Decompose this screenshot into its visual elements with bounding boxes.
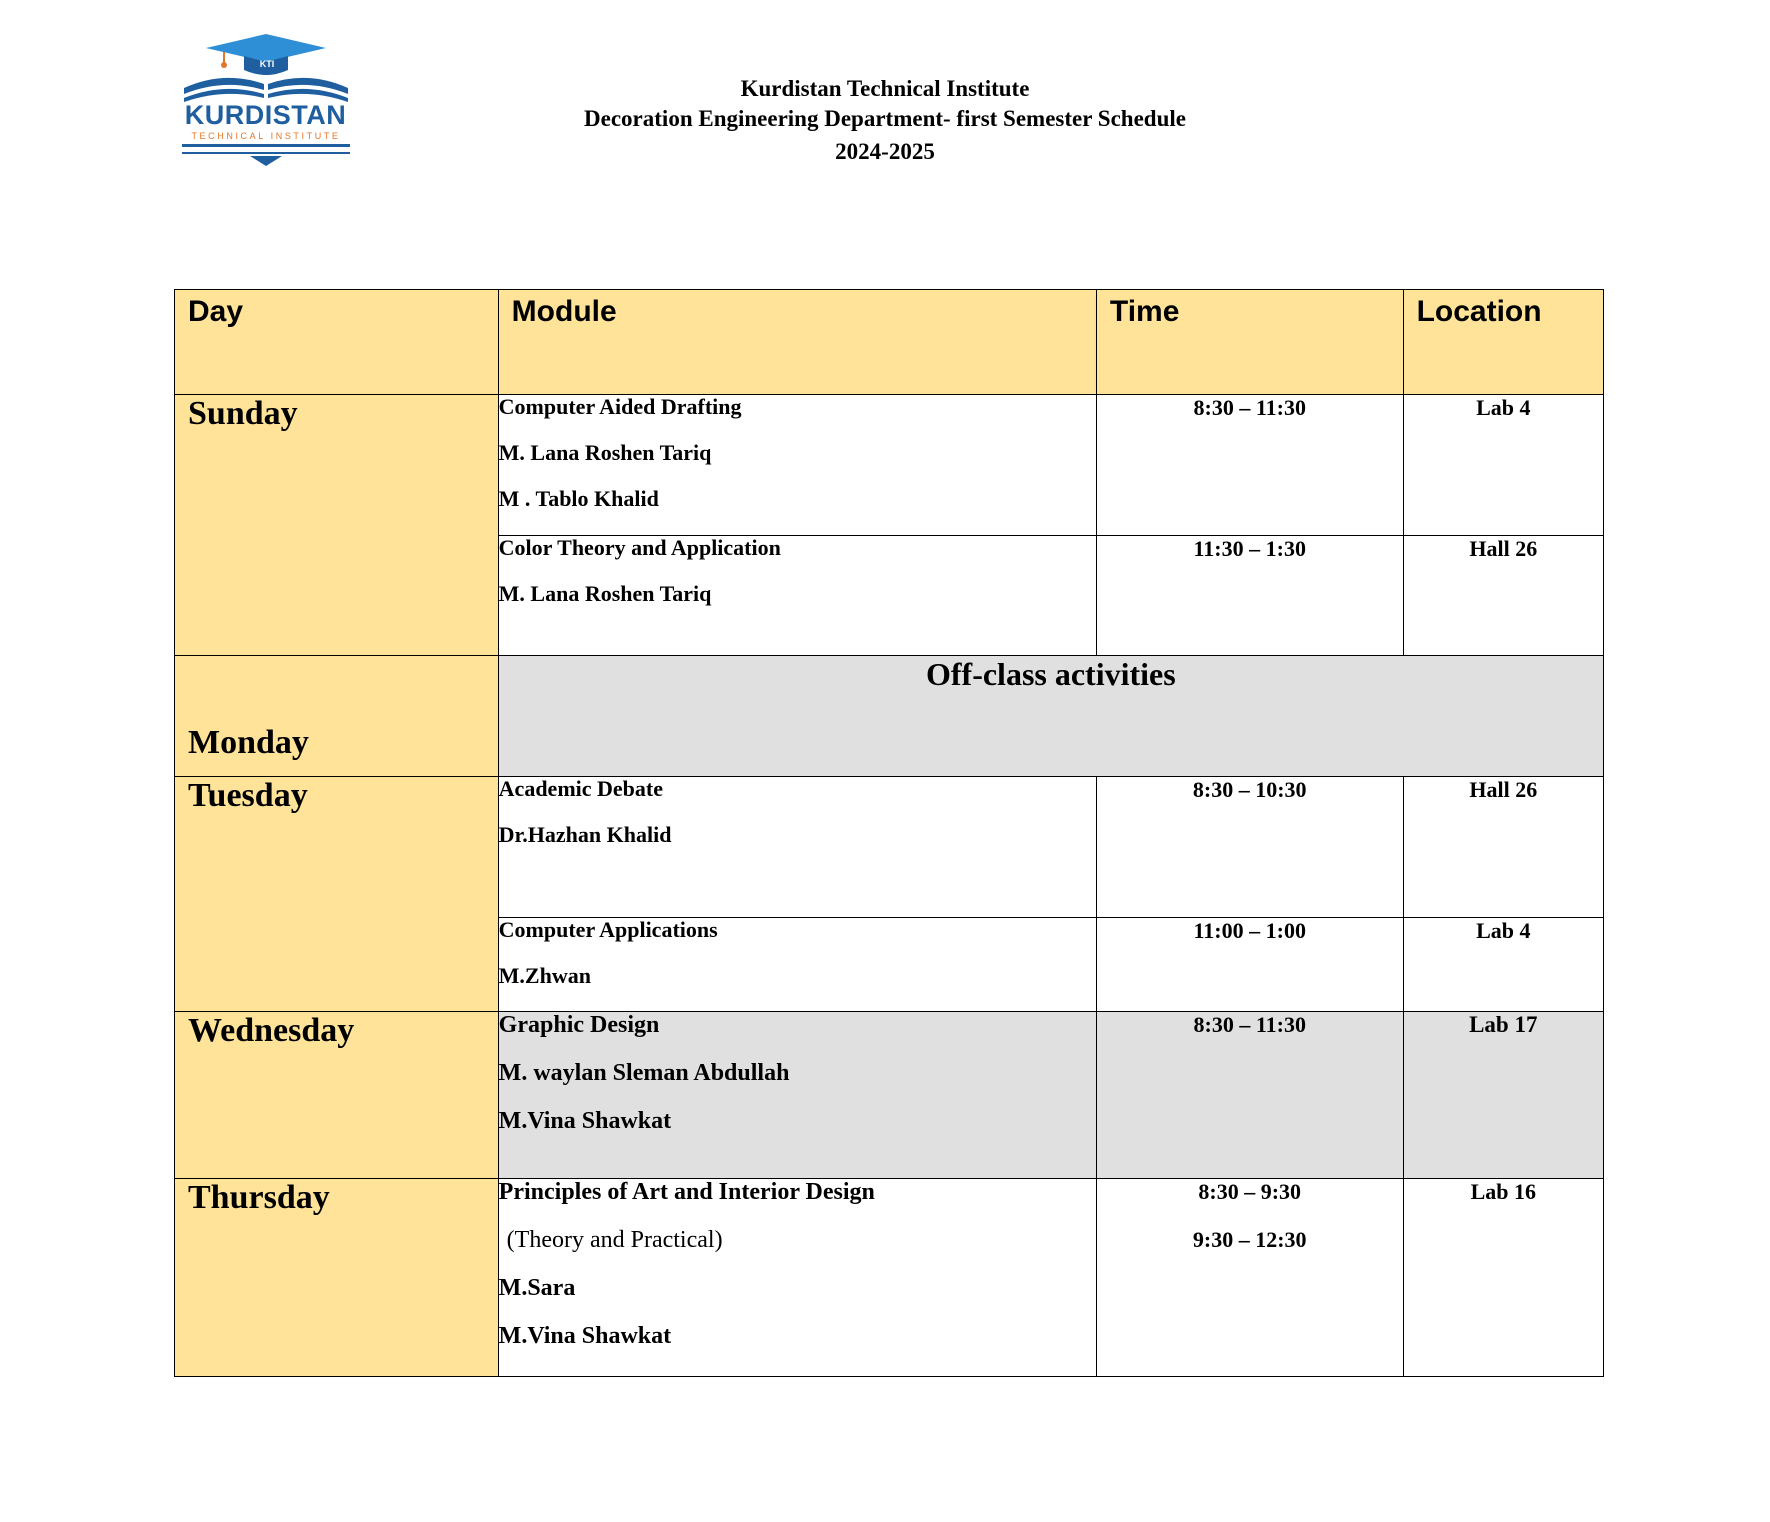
module-name: Graphic Design <box>498 1012 660 1038</box>
document-header <box>560 74 1210 167</box>
location-cell: Lab 16 <box>1403 1179 1603 1377</box>
table-row <box>175 1179 1604 1377</box>
day-cell-sunday: Sunday <box>175 395 499 656</box>
col-header-day: Day <box>175 290 499 395</box>
logo-wordmark: KURDISTAN <box>184 100 347 130</box>
lecturer-name: M. waylan Sleman Abdullah <box>498 1060 790 1086</box>
day-cell-monday: Monday <box>175 656 499 777</box>
col-header-location: Location <box>1403 290 1603 395</box>
time-cell: 8:30 – 11:30 <box>1096 395 1403 536</box>
lecturer-name: Dr.Hazhan Khalid <box>498 822 672 847</box>
location-cell: Lab 17 <box>1403 1012 1603 1179</box>
module-cell <box>498 1012 1096 1179</box>
table-row <box>175 656 1604 777</box>
logo-badge: KTI <box>259 59 275 69</box>
module-name: Academic Debate <box>498 776 664 801</box>
location-cell: Hall 26 <box>1403 536 1603 656</box>
lecturer-name: M. Lana Roshen Tariq <box>498 581 712 606</box>
time-cell: 11:30 – 1:30 <box>1096 536 1403 656</box>
module-cell <box>498 536 1096 656</box>
module-note: (Theory and Practical) <box>506 1227 723 1253</box>
module-name: Computer Applications <box>498 917 718 942</box>
time-cell: 11:00 – 1:00 <box>1096 918 1403 1012</box>
day-cell-wednesday: Wednesday <box>175 1012 499 1179</box>
module-cell <box>498 777 1096 918</box>
academic-year: 2024-2025 <box>835 139 935 164</box>
schedule-table <box>174 289 1604 1377</box>
lecturer-name: M.Vina Shawkat <box>498 1108 672 1134</box>
lecturer-name: M.Vina Shawkat <box>498 1323 672 1349</box>
module-name: Principles of Art and Interior Design <box>498 1179 875 1205</box>
col-header-module: Module <box>498 290 1096 395</box>
module-name: Color Theory and Application <box>498 535 781 560</box>
module-cell <box>498 918 1096 1012</box>
lecturer-name: M.Zhwan <box>498 963 591 988</box>
department-title: Decoration Engineering Department- first Semester Schedule <box>584 106 1186 131</box>
module-name: Computer Aided Drafting <box>498 394 742 419</box>
module-cell <box>498 1179 1096 1377</box>
logo-subtitle: TECHNICAL INSTITUTE <box>191 131 341 141</box>
table-row <box>175 395 1604 536</box>
location-cell: Lab 4 <box>1403 395 1603 536</box>
table-header-row <box>175 290 1604 395</box>
institute-title: Kurdistan Technical Institute <box>740 76 1030 101</box>
location-cell: Lab 4 <box>1403 918 1603 1012</box>
lecturer-name: M . Tablo Khalid <box>498 486 659 511</box>
lecturer-name: M. Lana Roshen Tariq <box>498 440 712 465</box>
location-cell: Hall 26 <box>1403 777 1603 918</box>
time-cell: 8:30 – 11:30 <box>1096 1012 1403 1179</box>
module-cell <box>498 395 1096 536</box>
table-row <box>175 1012 1604 1179</box>
off-class-note: Off-class activities <box>498 656 1603 777</box>
day-cell-tuesday: Tuesday <box>175 777 499 1012</box>
col-header-time: Time <box>1096 290 1403 395</box>
lecturer-name: M.Sara <box>498 1275 576 1301</box>
institute-logo <box>178 32 358 170</box>
table-row <box>175 777 1604 918</box>
day-cell-thursday: Thursday <box>175 1179 499 1377</box>
time-cell: 8:30 – 9:30 9:30 – 12:30 <box>1096 1179 1403 1377</box>
time-cell: 8:30 – 10:30 <box>1096 777 1403 918</box>
